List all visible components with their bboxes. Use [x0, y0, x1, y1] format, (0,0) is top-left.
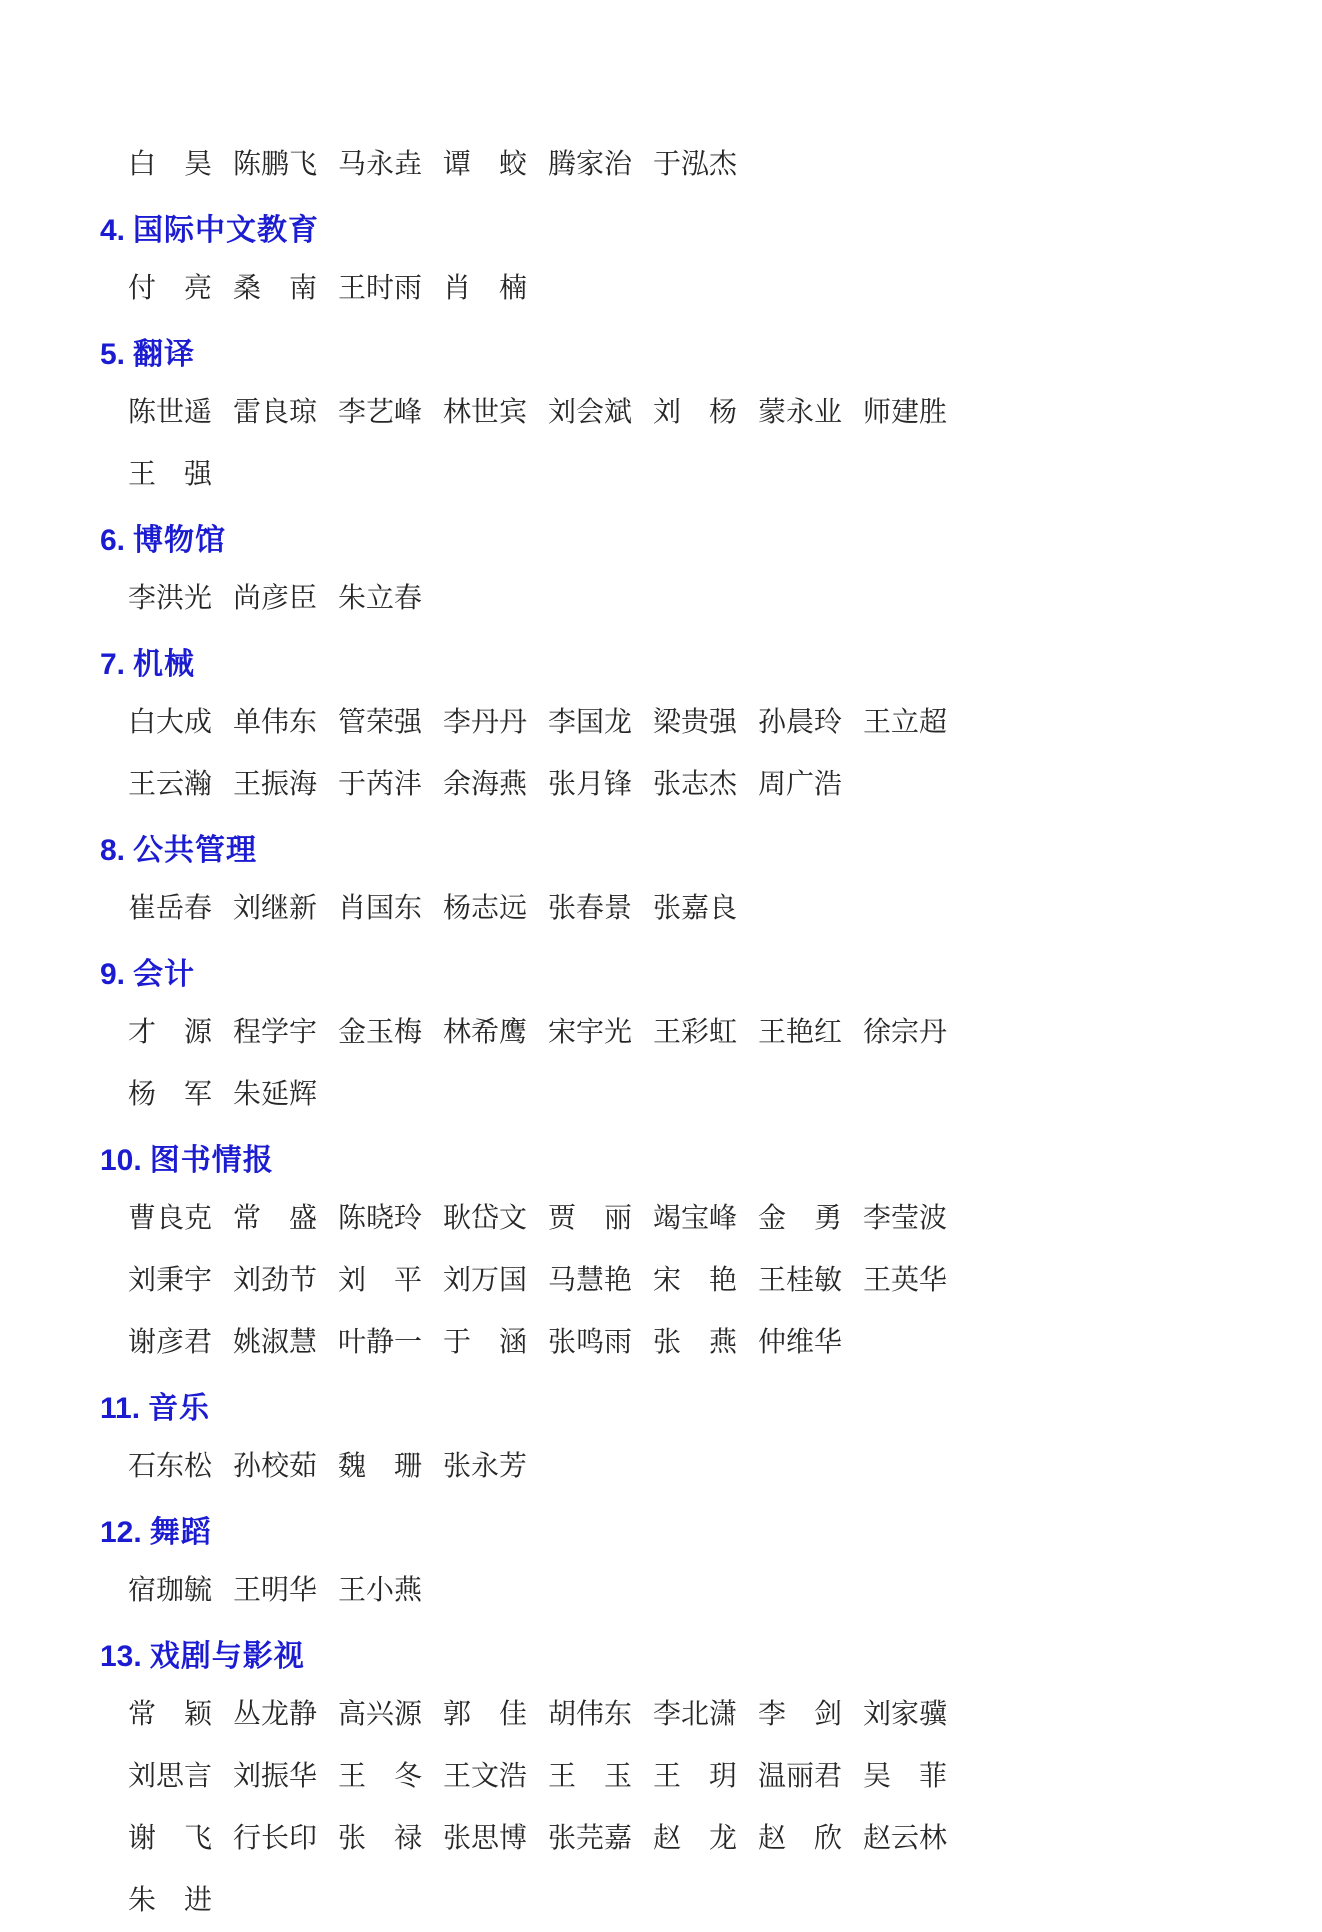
name-row: [0, 382, 1322, 444]
name-row: [0, 1808, 1322, 1870]
section-heading: [100, 1507, 212, 1551]
person-name: 高兴源: [338, 1699, 423, 1731]
person-name: 白大成: [128, 707, 213, 739]
person-name: 胡伟东: [548, 1699, 633, 1731]
section-heading: [100, 1631, 305, 1675]
person-name: 王小燕: [338, 1575, 423, 1607]
person-name: 李剑: [758, 1699, 842, 1731]
person-name: 宋艳: [653, 1265, 737, 1297]
name-row: [0, 134, 1322, 196]
name-row: [0, 1684, 1322, 1746]
person-name: 马永垚: [338, 149, 423, 181]
section-title: 机械: [133, 648, 196, 681]
section-number: 7.: [100, 648, 126, 681]
person-name: 王玥: [653, 1761, 737, 1793]
name-list-content: [0, 134, 1322, 1932]
section-title: 会计: [133, 958, 196, 991]
person-name: 温丽君: [758, 1761, 843, 1793]
person-name: 刘杨: [653, 397, 737, 429]
person-name: 谢飞: [128, 1823, 212, 1855]
person-name: 金勇: [758, 1203, 842, 1235]
section-heading: [100, 205, 319, 249]
person-name: 曹良克: [128, 1203, 213, 1235]
person-name: 金玉梅: [338, 1017, 423, 1049]
person-name: 王振海: [233, 769, 318, 801]
person-name: 李莹波: [863, 1203, 948, 1235]
person-name: 王冬: [338, 1761, 422, 1793]
person-name: 陈晓玲: [338, 1203, 423, 1235]
section-title: 博物馆: [133, 524, 227, 557]
name-row: [0, 1002, 1322, 1064]
person-name: 尚彦臣: [233, 583, 318, 615]
person-name: 仲维华: [758, 1327, 843, 1359]
person-name: 刘万国: [443, 1265, 528, 1297]
person-name: 马慧艳: [548, 1265, 633, 1297]
person-name: 于芮沣: [338, 769, 423, 801]
person-name: 雷良琼: [233, 397, 318, 429]
person-name: 王桂敏: [758, 1265, 843, 1297]
section-heading-line: [0, 940, 1322, 1002]
person-name: 张志杰: [653, 769, 738, 801]
name-row: [0, 1188, 1322, 1250]
person-name: 刘平: [338, 1265, 422, 1297]
name-row: [0, 444, 1322, 506]
section-title: 音乐: [148, 1392, 211, 1425]
person-name: 常盛: [233, 1203, 317, 1235]
person-name: 管荣强: [338, 707, 423, 739]
person-name: 朱延辉: [233, 1079, 318, 1111]
person-name: 王明华: [233, 1575, 318, 1607]
person-name: 白昊: [128, 149, 212, 181]
section-heading: [100, 1135, 274, 1179]
section-heading-line: [0, 1498, 1322, 1560]
section-heading: [100, 515, 226, 559]
section-heading-line: [0, 506, 1322, 568]
section-number: 6.: [100, 524, 126, 557]
section-title: 国际中文教育: [133, 214, 320, 247]
person-name: 行长印: [233, 1823, 318, 1855]
person-name: 刘劲节: [233, 1265, 318, 1297]
person-name: 贾丽: [548, 1203, 632, 1235]
person-name: 李北潇: [653, 1699, 738, 1731]
person-name: 周广浩: [758, 769, 843, 801]
person-name: 石东松: [128, 1451, 213, 1483]
person-name: 宋宇光: [548, 1017, 633, 1049]
person-name: 杨军: [128, 1079, 212, 1111]
person-name: 单伟东: [233, 707, 318, 739]
person-name: 程学宇: [233, 1017, 318, 1049]
name-row: [0, 1560, 1322, 1622]
person-name: 刘思言: [128, 1761, 213, 1793]
person-name: 徐宗丹: [863, 1017, 948, 1049]
person-name: 陈世遥: [128, 397, 213, 429]
person-name: 张鸣雨: [548, 1327, 633, 1359]
person-name: 王时雨: [338, 273, 423, 305]
person-name: 张春景: [548, 893, 633, 925]
section-heading-line: [0, 320, 1322, 382]
section-heading: [100, 329, 195, 373]
person-name: 孙校茹: [233, 1451, 318, 1483]
name-row: [0, 1312, 1322, 1374]
person-name: 刘会斌: [548, 397, 633, 429]
section-heading-line: [0, 1126, 1322, 1188]
person-name: 朱立春: [338, 583, 423, 615]
person-name: 才源: [128, 1017, 212, 1049]
person-name: 吴菲: [863, 1761, 947, 1793]
person-name: 张嘉良: [653, 893, 738, 925]
person-name: 肖国东: [338, 893, 423, 925]
person-name: 谢彦君: [128, 1327, 213, 1359]
person-name: 腾家治: [548, 149, 633, 181]
name-row: [0, 568, 1322, 630]
person-name: 魏珊: [338, 1451, 422, 1483]
section-number: 10.: [100, 1144, 142, 1177]
name-row: [0, 1746, 1322, 1808]
person-name: 李国龙: [548, 707, 633, 739]
person-name: 王彩虹: [653, 1017, 738, 1049]
section-number: 5.: [100, 338, 126, 371]
section-title: 翻译: [133, 338, 196, 371]
person-name: 赵龙: [653, 1823, 737, 1855]
person-name: 王英华: [863, 1265, 948, 1297]
section-number: 13.: [100, 1640, 142, 1673]
person-name: 李洪光: [128, 583, 213, 615]
section-heading-line: [0, 1622, 1322, 1684]
person-name: 王云瀚: [128, 769, 213, 801]
section-heading-line: [0, 196, 1322, 258]
name-row: [0, 1250, 1322, 1312]
section-heading: [100, 639, 195, 683]
name-row: [0, 1064, 1322, 1126]
section-number: 4.: [100, 214, 126, 247]
section-heading-line: [0, 816, 1322, 878]
person-name: 刘振华: [233, 1761, 318, 1793]
person-name: 林世宾: [443, 397, 528, 429]
section-heading-line: [0, 1374, 1322, 1436]
name-row: [0, 692, 1322, 754]
person-name: 叶静一: [338, 1327, 423, 1359]
person-name: 李艺峰: [338, 397, 423, 429]
name-row: [0, 754, 1322, 816]
person-name: 张月锋: [548, 769, 633, 801]
person-name: 宿珈毓: [128, 1575, 213, 1607]
person-name: 王玉: [548, 1761, 632, 1793]
section-number: 9.: [100, 958, 126, 991]
section-number: 11.: [100, 1392, 141, 1425]
person-name: 张思博: [443, 1823, 528, 1855]
person-name: 常颖: [128, 1699, 212, 1731]
person-name: 王艳红: [758, 1017, 843, 1049]
person-name: 王文浩: [443, 1761, 528, 1793]
person-name: 王强: [128, 459, 212, 491]
person-name: 姚淑慧: [233, 1327, 318, 1359]
name-row: [0, 1870, 1322, 1932]
person-name: 张燕: [653, 1327, 737, 1359]
person-name: 于泓杰: [653, 149, 738, 181]
section-number: 12.: [100, 1516, 142, 1549]
person-name: 张芫嘉: [548, 1823, 633, 1855]
person-name: 张禄: [338, 1823, 422, 1855]
person-name: 竭宝峰: [653, 1203, 738, 1235]
person-name: 赵欣: [758, 1823, 842, 1855]
person-name: 王立超: [863, 707, 948, 739]
person-name: 于涵: [443, 1327, 527, 1359]
section-title: 图书情报: [149, 1144, 274, 1177]
person-name: 丛龙静: [233, 1699, 318, 1731]
section-heading: [100, 825, 257, 869]
name-row: [0, 1436, 1322, 1498]
person-name: 梁贵强: [653, 707, 738, 739]
section-heading: [100, 949, 195, 993]
section-heading: [100, 1383, 210, 1427]
person-name: 陈鹏飞: [233, 149, 318, 181]
person-name: 余海燕: [443, 769, 528, 801]
person-name: 付亮: [128, 273, 212, 305]
person-name: 谭蛟: [443, 149, 527, 181]
person-name: 崔岳春: [128, 893, 213, 925]
person-name: 桑南: [233, 273, 317, 305]
section-heading-line: [0, 630, 1322, 692]
person-name: 蒙永业: [758, 397, 843, 429]
person-name: 师建胜: [863, 397, 948, 429]
section-title: 戏剧与影视: [149, 1640, 305, 1673]
person-name: 李丹丹: [443, 707, 528, 739]
person-name: 赵云林: [863, 1823, 948, 1855]
person-name: 孙晨玲: [758, 707, 843, 739]
section-title: 舞蹈: [149, 1516, 212, 1549]
person-name: 朱进: [128, 1885, 212, 1917]
section-title: 公共管理: [133, 834, 258, 867]
person-name: 郭佳: [443, 1699, 527, 1731]
person-name: 耿岱文: [443, 1203, 528, 1235]
section-number: 8.: [100, 834, 126, 867]
person-name: 肖楠: [443, 273, 527, 305]
person-name: 刘家骥: [863, 1699, 948, 1731]
person-name: 刘继新: [233, 893, 318, 925]
name-row: [0, 878, 1322, 940]
name-row: [0, 258, 1322, 320]
person-name: 张永芳: [443, 1451, 528, 1483]
person-name: 刘秉宇: [128, 1265, 213, 1297]
person-name: 林希鹰: [443, 1017, 528, 1049]
person-name: 杨志远: [443, 893, 528, 925]
